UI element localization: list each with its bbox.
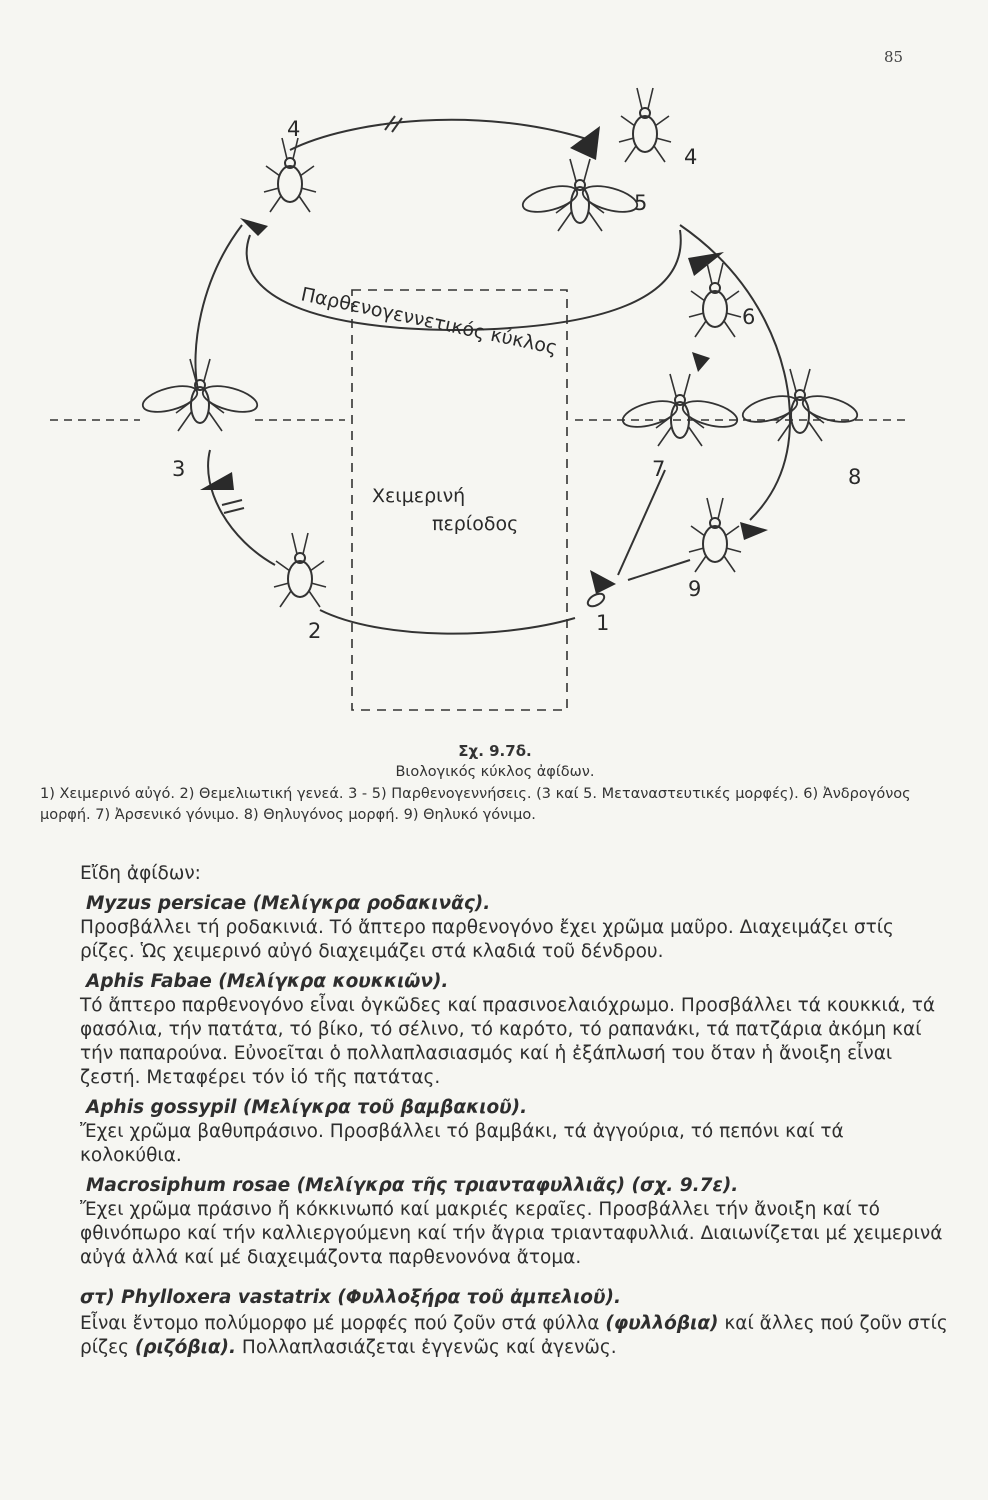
species-description: Τό ἄπτερο παρθενογόνο εἶναι ὀγκῶδες καί πρασινοελαιόχρωμο. Προσβάλλει τά κουκκιά, τά φασόλια, τήν πατάτα, τό βίκο, τό σέλινο, τό καρότο, τό ραπανάκι, τά πατζάρια ἀκόμη καί τήν παπαρούνα. Εὐνοεῖται ὁ πολλαπλασιασμός καί ἡ ἐξάπλωσή του ὅταν ἡ ἄνοιξη εἶναι ζεστή. Μεταφέρει τόν ἰό τῆς πατάτας.: [80, 995, 936, 1088]
arc-9-to-1: [628, 560, 690, 580]
figure-label: Σχ. 9.7δ.: [458, 742, 532, 760]
stage-number: 4: [684, 145, 698, 169]
bottom-arc: [320, 610, 575, 634]
stage-3-winged-aphid-icon: [140, 359, 260, 431]
phylloxera-heading: στ) Phylloxera vastatrix (Φυλλοξήρα τοῦ ἀμπελιοῦ).: [80, 1287, 621, 1308]
top-arc: [290, 120, 590, 150]
left-arc: [195, 225, 242, 390]
stage-number: 4: [287, 117, 301, 141]
species-heading: Aphis Fabae (Μελίγκρα κουκκιῶν).: [86, 971, 449, 992]
stage-5-winged-aphid-icon: [520, 159, 640, 231]
species-heading: Myzus persicae (Μελίγκρα ροδακινᾶς).: [86, 893, 491, 914]
lower-left-arc: [208, 450, 275, 565]
species-heading: Aphis gossypil (Μελίγκρα τοῦ βαμβακιοῦ).: [86, 1097, 528, 1118]
figure-caption: [40, 742, 950, 826]
species-description: Ἔχει χρῶμα βαθυπράσινο. Προσβάλλει τό βαμβάκι, τά ἀγγούρια, τό πεπόνι καί τά κολοκύθια.: [80, 1121, 844, 1166]
phylloxera-description: [80, 1312, 950, 1360]
parthenogenetic-loop: [247, 230, 681, 330]
phylloxera-text-3: Πολλαπλασιάζεται ἐγγενῶς καί ἀγενῶς.: [241, 1337, 617, 1358]
figure-title: Βιολογικός κύκλος ἀφίδων.: [395, 764, 595, 780]
stage-number: 3: [172, 457, 186, 481]
stage-2-aphid-icon: [274, 533, 326, 607]
stage-7-winged-aphid-icon: [620, 374, 740, 446]
winter-egg-icon: [586, 591, 607, 609]
stage-number: 5: [634, 191, 648, 215]
phylloxera-term-leaf: (φυλλόβια): [605, 1313, 719, 1334]
section-heading: Εἴδη ἀφίδων:: [80, 863, 201, 884]
stage-8-winged-aphid-icon: [740, 369, 860, 441]
stage-number: 1: [596, 611, 610, 635]
winter-label-line1: Χειμερινή: [372, 485, 466, 507]
cycle-label: Παρθενογεννετικός κύκλος: [298, 283, 560, 360]
species-heading: Macrosiphum rosae (Μελίγκρα τῆς τριανταφυλλιᾶς) (σχ. 9.7ε).: [86, 1175, 739, 1196]
stage-number: 8: [848, 465, 862, 489]
arc-7-to-1: [618, 470, 665, 575]
species-description: Προσβάλλει τή ροδακινιά. Τό ἄπτερο παρθενογόνο ἔχει χρῶμα μαῦρο. Διαχειμάζει στίς ρίζες. Ὡς χειμερινό αὐγό διαχειμάζει στά κλαδιά τοῦ δένδρου.: [80, 917, 894, 962]
figure-legend: 1) Χειμερινό αὐγό. 2) Θεμελιωτική γενεά. 3 - 5) Παρθενογεννήσεις. (3 καί 5. Μεταναστευτικές μορφές). 6) Ἀνδρογόνος μορφή. 7) Ἀρσενικό γόνιμο. 8) Θηλυγόνος μορφή. 9) Θηλυκό γόνιμο.: [40, 786, 911, 823]
body-text: [80, 862, 950, 1360]
stage-number: 7: [652, 457, 666, 481]
phylloxera-term-root: (ριζόβια).: [134, 1337, 237, 1358]
species-description: Ἔχει χρῶμα πράσινο ἤ κόκκινωπό καί μακριές κεραῖες. Προσβάλλει τήν ἄνοιξη καί τό φθινόπωρο καί τήν καλλιεργούμενη καί τήν ἄγρια τριανταφυλλιά. Διαιωνίζεται μέ χειμερινά αὐγά ἀλλά καί μέ διαχειμάζοντα παρθενονόνα ἄτομα.: [80, 1199, 943, 1268]
stage-number: 6: [742, 305, 756, 329]
stage-number: 9: [688, 577, 702, 601]
phylloxera-text-1: Εἶναι ἔντομο πολύμορφο μέ μορφές πού ζοῦν στά φύλλα: [80, 1313, 600, 1334]
stage-9-aphid-icon: [689, 498, 741, 572]
winter-label-line2: περίοδος: [432, 513, 519, 535]
aphid-life-cycle-diagram: [0, 0, 988, 740]
stage-number: 2: [308, 619, 322, 643]
phylloxera-text-2: καί ἄλλες πού ζοῦν στίς ρίζες: [80, 1313, 948, 1358]
page-number: 85: [884, 48, 904, 66]
stage-4-right-aphid-icon: [619, 88, 671, 162]
